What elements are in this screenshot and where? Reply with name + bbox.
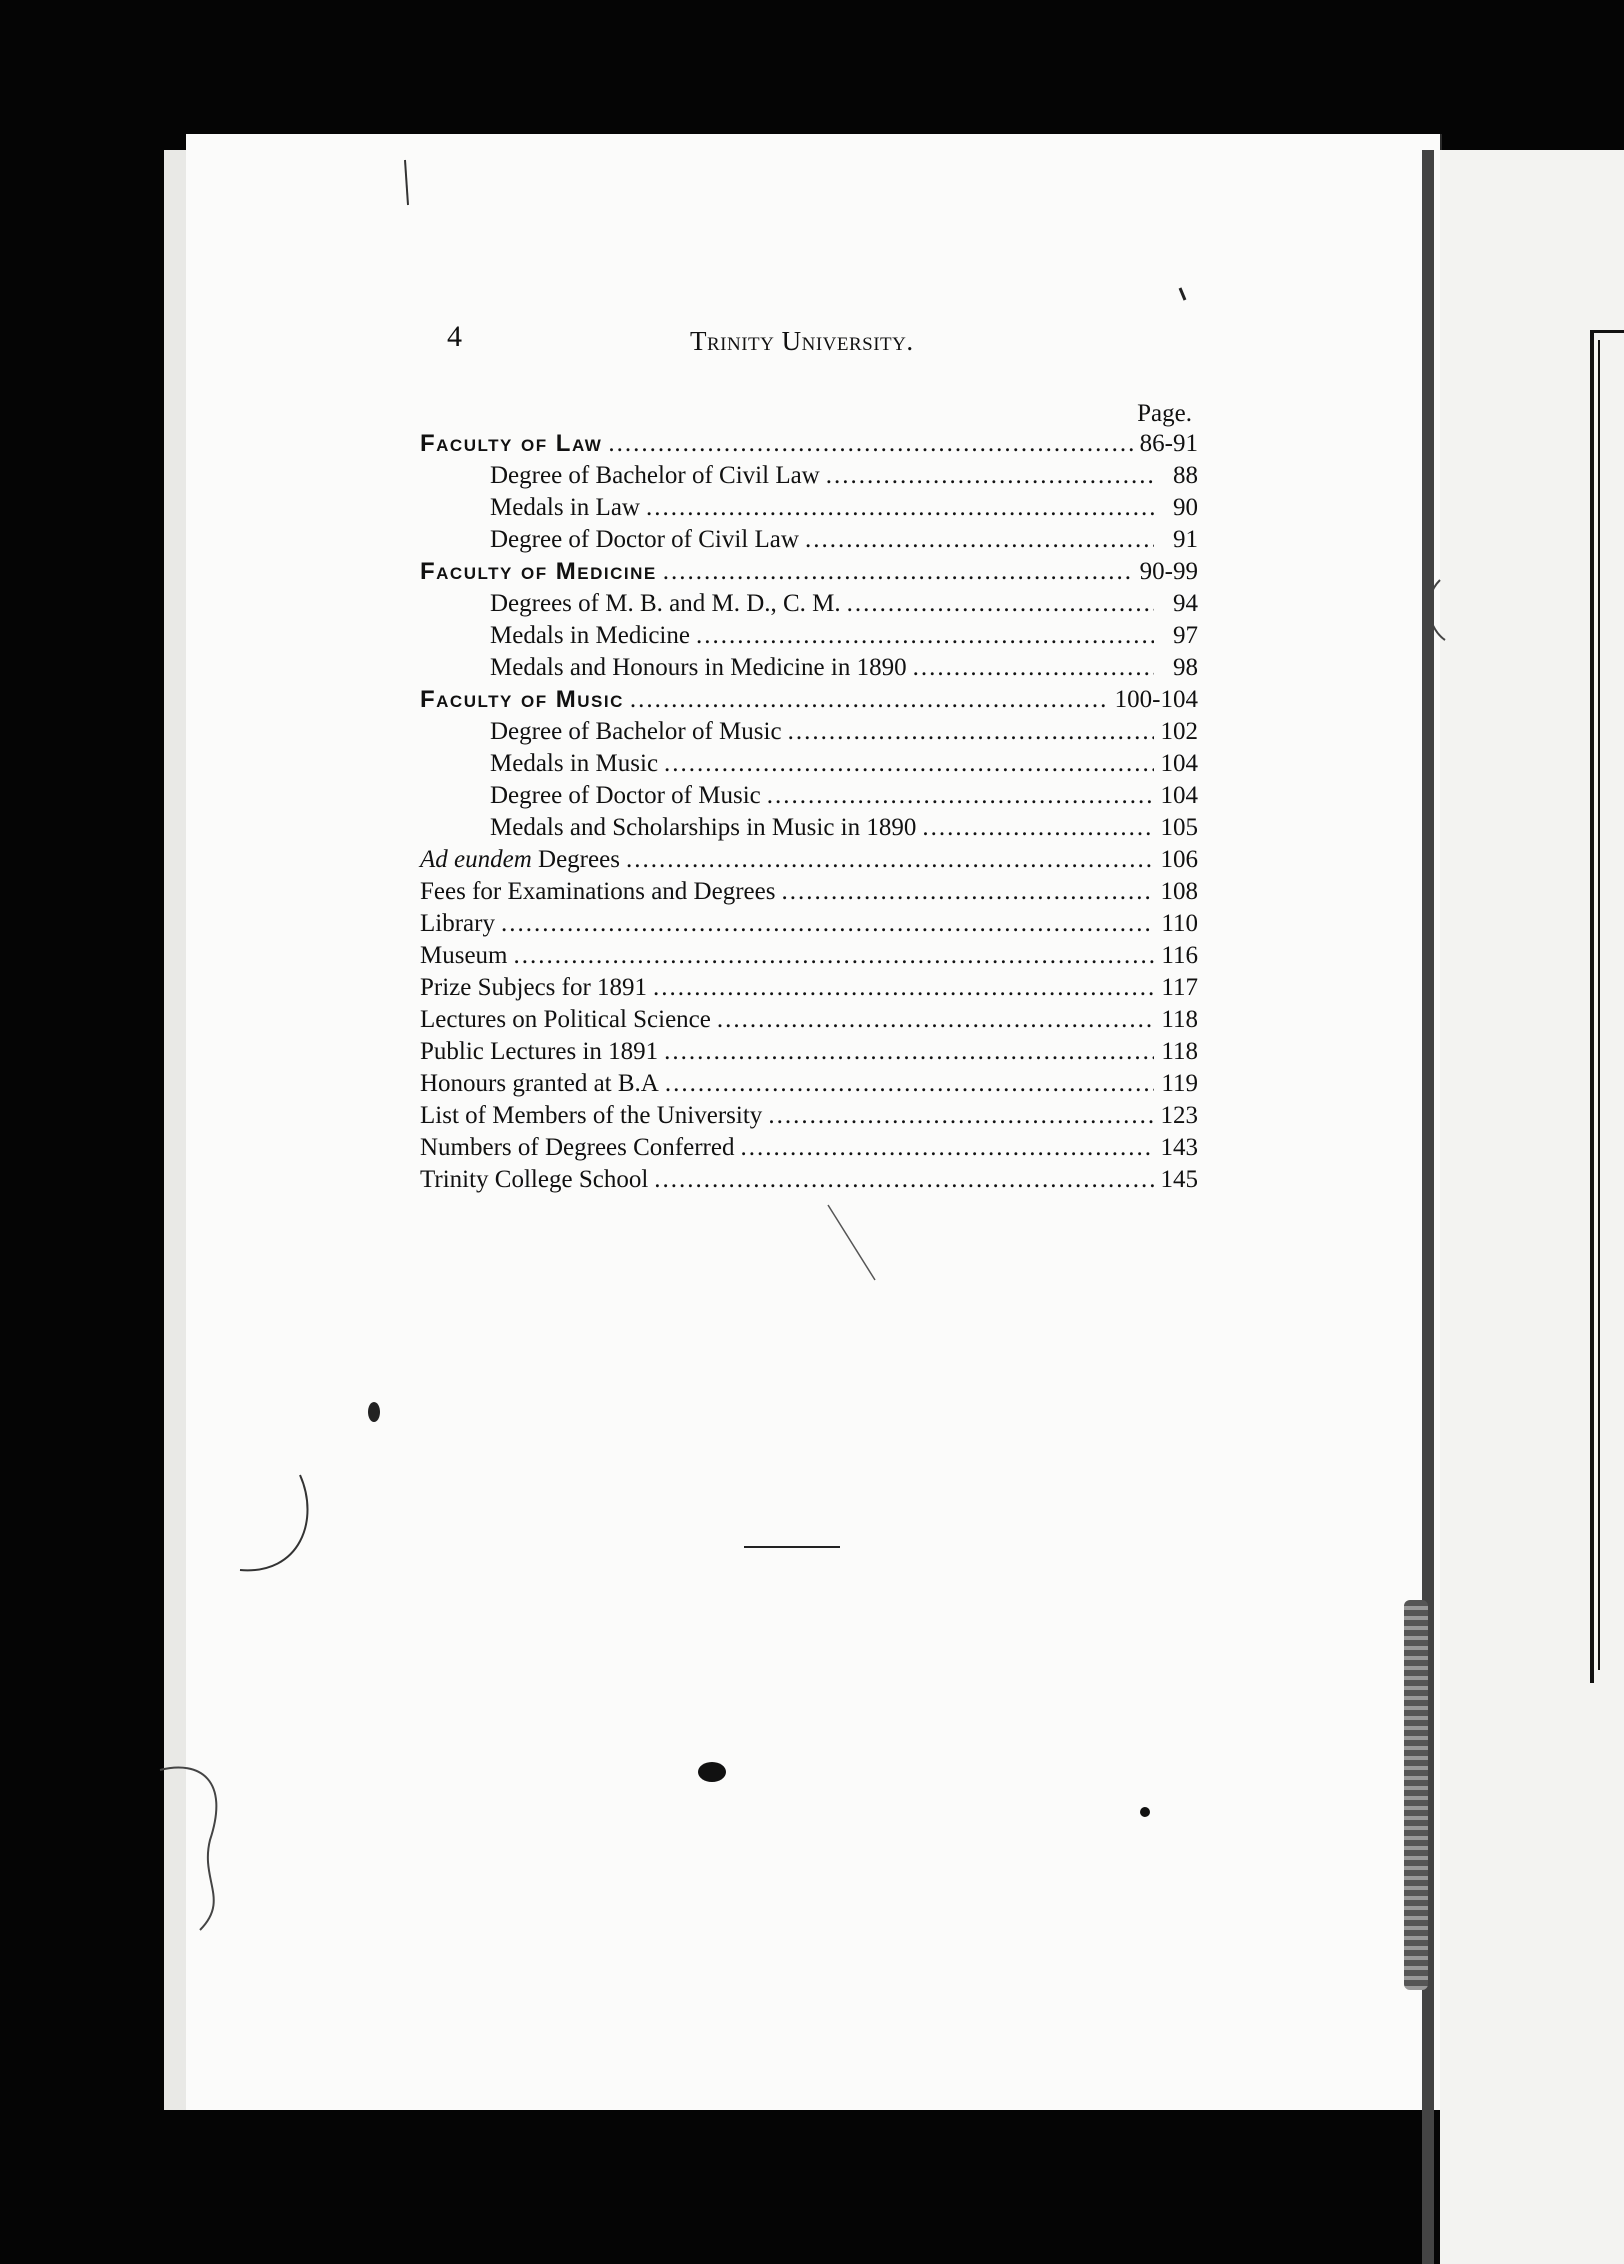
toc-page-ref: 118	[1161, 1038, 1198, 1065]
toc-page-ref: 88	[1173, 462, 1198, 489]
toc-entry-label: Degree of Bachelor of Civil Law	[490, 462, 820, 489]
toc-page-ref: 116	[1161, 942, 1198, 969]
toc-page-ref: 105	[1160, 814, 1198, 841]
toc-page-ref: 119	[1161, 1070, 1198, 1097]
toc-entry-label: Degree of Doctor of Music	[490, 782, 761, 809]
toc-entry-label: Numbers of Degrees Conferred	[420, 1134, 735, 1161]
toc-entry-label: Medals in Medicine	[490, 622, 690, 649]
toc-entry-italic: Ad eundem	[420, 846, 532, 873]
toc-entry-label: Public Lectures in 1891	[420, 1038, 659, 1065]
toc-section-label: Faculty of Medicine	[420, 558, 657, 585]
toc-page-ref: 97	[1173, 622, 1198, 649]
toc-entry-label: Prize Subjecs for 1891	[420, 974, 648, 1001]
toc-page-ref: 108	[1160, 878, 1198, 905]
page-number: 4	[447, 320, 462, 353]
toc-entry-label: Medals in Law	[490, 494, 640, 521]
toc-page-ref: 123	[1160, 1102, 1198, 1129]
toc-page-ref: 104	[1160, 750, 1198, 777]
toc-section-label: Faculty of Music	[420, 686, 624, 713]
page-column-label: Page.	[1137, 400, 1192, 427]
toc-page-ref: 104	[1160, 782, 1198, 809]
toc-page-ref: 106	[1160, 846, 1198, 873]
toc-page-ref: 90-99	[1139, 558, 1198, 585]
toc-entry-label: Fees for Examinations and Degrees	[420, 878, 776, 905]
toc-entry-label: Lectures on Political Science	[420, 1006, 711, 1033]
toc-entry-label: Library	[420, 910, 495, 937]
toc-entry-label: Trinity College School	[420, 1166, 649, 1193]
toc-entry-label: Degrees of M. B. and M. D., C. M.	[490, 590, 841, 617]
toc-entry-label: Medals and Honours in Medicine in 1890	[490, 654, 907, 681]
toc-page-ref: 86-91	[1139, 430, 1198, 457]
toc-page-ref: 110	[1161, 910, 1198, 937]
toc-entry-label: Medals in Music	[490, 750, 659, 777]
toc-entry-label: Degree of Bachelor of Music	[490, 718, 782, 745]
toc-entry-label: Honours granted at B.A	[420, 1070, 659, 1097]
toc-entry-label: Medals and Scholarships in Music in 1890	[490, 814, 917, 841]
toc-entry-label: Degree of Doctor of Civil Law	[490, 526, 799, 553]
toc-page-ref: 91	[1173, 526, 1198, 553]
toc-page-ref: 100-104	[1114, 686, 1198, 713]
toc-page-ref: 98	[1173, 654, 1198, 681]
toc-entry-label: List of Members of the University	[420, 1102, 763, 1129]
toc-page-ref: 94	[1173, 590, 1198, 617]
running-title-text: Trinity University.	[690, 326, 914, 356]
toc-page-ref: 90	[1173, 494, 1198, 521]
toc-page-ref: 102	[1160, 718, 1198, 745]
toc-section-label: Faculty of Law	[420, 430, 603, 457]
toc-page-ref: 117	[1161, 974, 1198, 1001]
toc-page-ref: 118	[1161, 1006, 1198, 1033]
toc-entry-label: Museum	[420, 942, 508, 969]
toc-page-ref: 143	[1160, 1134, 1198, 1161]
toc-page-ref: 145	[1160, 1166, 1198, 1193]
toc-entry-rest: Degrees	[531, 846, 620, 873]
